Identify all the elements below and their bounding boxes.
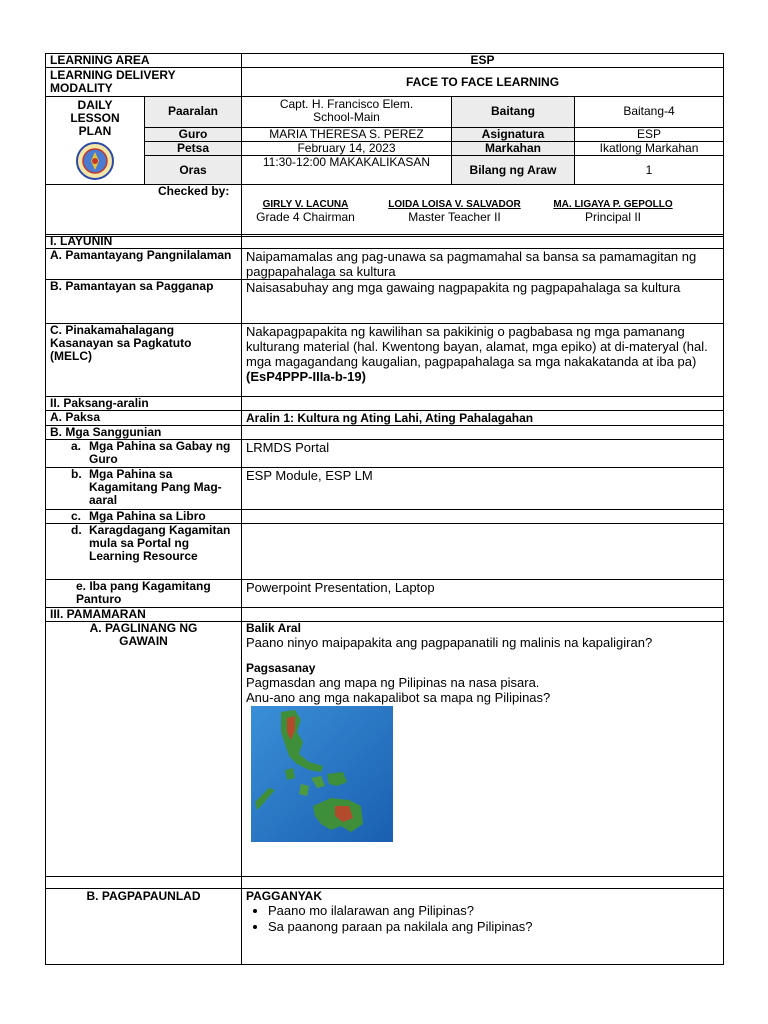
signatory-title: Master Teacher II <box>408 210 501 224</box>
learning-area-value: ESP <box>242 54 724 68</box>
signatory-title: Principal II <box>584 210 642 224</box>
pamantayang-pangnilalaman-value: Naipamamalas ang pag-unawa sa pagmamahal sa bansa sa pamamagitan ng pagpapahalaga sa kultura <box>242 249 724 280</box>
paksang-aralin-heading: II. Paksang-aralin <box>46 397 242 411</box>
baitang-label: Baitang <box>452 97 575 128</box>
list-marker: a. <box>71 439 82 453</box>
pamamaran-heading: III. PAMAMARAN <box>46 608 242 622</box>
markahan-value: Ikatlong Markahan <box>575 142 724 156</box>
list-marker: d. <box>71 523 82 537</box>
melc-label: C. Pinakamahalagang Kasanayan sa Pagkatuto (MELC) <box>46 324 242 397</box>
list-item: • Sa paanong paraan pa nakilala ang Pilipinas? <box>268 919 719 935</box>
pamantayan-pagganap-value: Naisasabuhay ang mga gawaing nagpapakita ng pagpapahalaga sa kultura <box>242 280 724 324</box>
iba-pang-value: Powerpoint Presentation, Laptop <box>242 580 724 608</box>
checked-by-cell <box>46 185 242 237</box>
baitang-value: Baitang-4 <box>575 97 724 128</box>
petsa-label: Petsa <box>145 142 242 156</box>
empty-cell <box>242 397 724 411</box>
bilang-label: Bilang ng Araw <box>452 156 575 185</box>
guro-value: MARIA THERESA S. PEREZ <box>242 127 452 141</box>
signatory <box>372 198 537 224</box>
paglinang-label: A. PAGLINANG NG GAWAIN <box>46 622 242 877</box>
pamantayan-pagganap-label: B. Pamantayan sa Pagganap <box>46 280 242 324</box>
header-table <box>45 53 724 237</box>
paglinang-content <box>242 622 724 877</box>
balik-aral-text: Paano ninyo maipapakita ang pagpapanatili ng malinis na kapaligiran? <box>246 635 653 650</box>
signatory <box>538 198 688 224</box>
signatory-name: LOIDA LOISA V. SALVADOR <box>388 199 521 210</box>
pagsasanay-line2: Anu-ano ang mga nakapalibot sa mapa ng Pilipinas? <box>246 690 551 705</box>
empty-cell <box>46 877 242 889</box>
asignatura-label: Asignatura <box>452 127 575 141</box>
layunin-heading: I. LAYUNIN <box>46 235 242 249</box>
melc-value: Nakapagpapakita ng kawilihan sa pakikinig o pagbabasa ng mga pamanang kulturang material (hal. Kwentong bayan, alamat, mga epiko) at di-materyal (hal. mga magagandang kaugalian, pagpapahalaga sa mga nakakatanda at iba pa) <box>246 324 708 369</box>
oras-value: 11:30-12:00 MAKAKALIKASAN <box>242 156 452 185</box>
dlp-label: DAILY LESSON PLAN <box>70 98 120 138</box>
paaralan-value: Capt. H. Francisco Elem. School-Main <box>242 97 452 128</box>
balik-aral-heading: Balik Aral <box>246 621 301 635</box>
list-marker: b. <box>71 467 82 481</box>
asignatura-value: ESP <box>575 127 724 141</box>
school-seal <box>50 141 140 184</box>
list-item: • Paano mo ilalarawan ang Pilipinas? <box>268 903 719 919</box>
markahan-label: Markahan <box>452 142 575 156</box>
gabay-guro-label: Mga Pahina sa Gabay ng Guro <box>89 439 231 466</box>
sanggunian-label: B. Mga Sanggunian <box>46 426 242 440</box>
empty-cell <box>242 524 724 580</box>
melc-cell <box>242 324 724 397</box>
paksa-label: A. Paksa <box>46 411 242 426</box>
melc-code: (EsP4PPP-IIIa-b-19) <box>246 369 366 384</box>
pagganyak-list <box>246 903 719 935</box>
signatories-cell <box>242 185 724 237</box>
empty-cell <box>242 235 724 249</box>
modality-value: FACE TO FACE LEARNING <box>242 68 724 97</box>
gabay-guro-value: LRMDS Portal <box>242 440 724 468</box>
philippines-map <box>251 706 393 842</box>
pamantayang-pangnilalaman-label: A. Pamantayang Pangnilalaman <box>46 249 242 280</box>
pagsasanay-line1: Pagmasdan ang mapa ng Pilipinas na nasa pisara. <box>246 675 540 690</box>
bilang-value: 1 <box>575 156 724 185</box>
libro-cell <box>46 510 242 524</box>
list-marker: c. <box>71 509 82 523</box>
pagpapaunlad-content <box>242 889 724 965</box>
iba-pang-label: e. Iba pang Kagamitang Panturo <box>46 580 242 608</box>
empty-cell <box>242 608 724 622</box>
signatory <box>248 198 363 224</box>
pagpapaunlad-label: B. PAGPAPAUNLAD <box>46 889 242 965</box>
signatory-name: MA. LIGAYA P. GEPOLLO <box>553 199 673 210</box>
karagdagang-label: Karagdagang Kagamitan mula sa Portal ng Learning Resource <box>89 523 231 563</box>
pagganyak-heading: PAGGANYAK <box>246 889 323 903</box>
guro-label: Guro <box>145 127 242 141</box>
modality-label: LEARNING DELIVERY MODALITY <box>46 68 242 97</box>
karagdagang-cell <box>46 524 242 580</box>
signatory-title: Grade 4 Chairman <box>256 210 355 224</box>
libro-label: Mga Pahina sa Libro <box>89 509 206 523</box>
kagamitang-cell <box>46 468 242 510</box>
gabay-guro-cell <box>46 440 242 468</box>
kagamitang-label: Mga Pahina sa Kagamitang Pang Mag-aaral <box>89 467 222 507</box>
pagsasanay-heading: Pagsasanay <box>246 661 316 675</box>
oras-label: Oras <box>145 156 242 185</box>
learning-area-label: LEARNING AREA <box>46 54 242 68</box>
empty-cell <box>242 877 724 889</box>
signatory-name: GIRLY V. LACUNA <box>262 199 349 210</box>
paksa-value: Aralin 1: Kultura ng Ating Lahi, Ating Pahalagahan <box>242 411 724 426</box>
lesson-table <box>45 234 724 965</box>
kagamitang-value: ESP Module, ESP LM <box>242 468 724 510</box>
empty-cell <box>242 510 724 524</box>
paaralan-label: Paaralan <box>145 97 242 128</box>
empty-cell <box>242 426 724 440</box>
petsa-value: February 14, 2023 <box>242 142 452 156</box>
dlp-cell <box>46 97 145 185</box>
checked-by-label: Checked by: <box>158 184 230 198</box>
